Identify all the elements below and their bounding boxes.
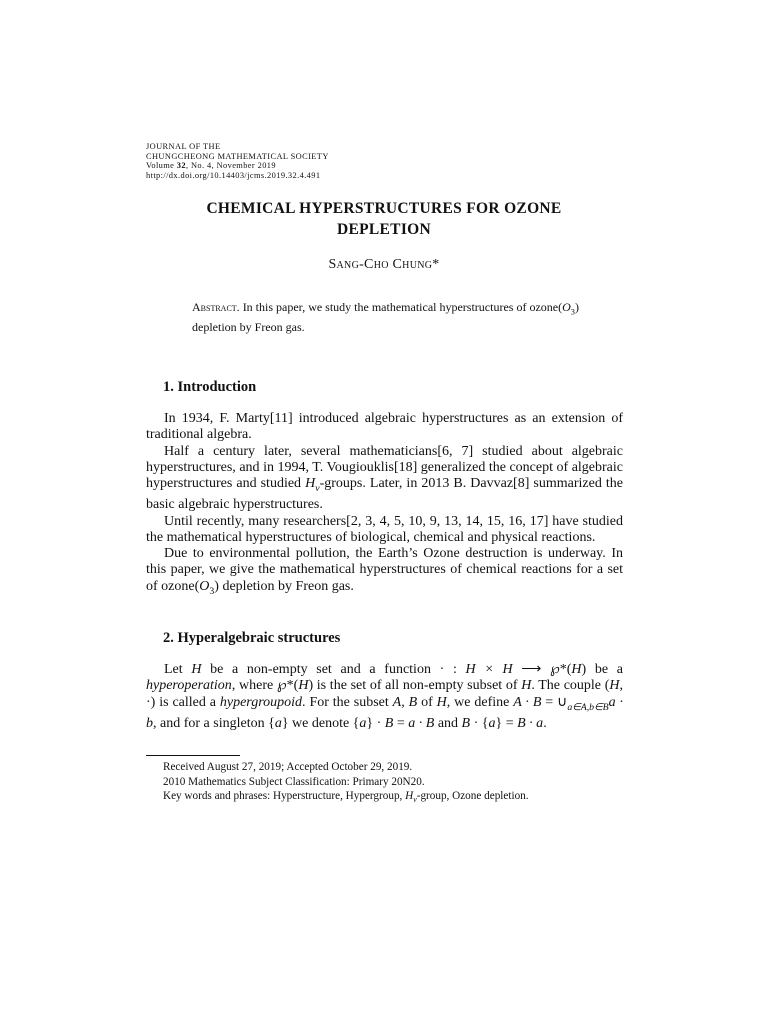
journal-volume: Volume 32, No. 4, November 2019 (146, 161, 276, 171)
paragraph: Half a century later, several mathematicians[6, 7] studied about algebraic hyperstructures, and in 1994, T. Vougiouklis[18] generalized the concept of algebraic hyperstructures and studied $H_v$-groups. Later, in 2013 B. Davvaz[8] summarized the basic algebraic hyperstructures. (146, 443, 623, 513)
journal-name-line1: JOURNAL OF THE (146, 142, 221, 151)
journal-header (146, 142, 446, 180)
paper-title: CHEMICAL HYPERSTRUCTURES FOR OZONE DEPLETION (206, 200, 562, 238)
footnote-msc: 2010 Mathematics Subject Classification: Primary 20N20. (163, 775, 425, 788)
abstract-label: Abstract. (192, 300, 240, 314)
paragraph: Due to environmental pollution, the Earth’s Ozone destruction is underway. In this paper, we give the mathematical hyperstructures of chemical reactions for a set of $ozone(O_3)$ depletion by Freon gas. (146, 546, 623, 597)
journal-name-line2: CHUNGCHEONG MATHEMATICAL SOCIETY (146, 151, 329, 161)
hyperalgebraic-body (146, 662, 623, 732)
paragraph: Let H be a non-empty set and a function · : H × H ⟶ ℘*(H) be a hyperoperation, where ℘*(H) is the set of all non-empty subset of H. The couple (H, ·) is called a hypergroupoid. For the subset A, B of H, we define $A \cdot B = \cup_{a\in A,b\in B}a \cdot b$, and for a singleton {a} we denote {a} · B = a · B and B · {a} = B · a. (146, 662, 623, 731)
section-heading-hyperalgebraic: 2. Hyperalgebraic structures (163, 630, 341, 646)
paragraph: Until recently, many researchers[2, 3, 4, 5, 10, 9, 13, 14, 15, 16, 17] have studied the mathematical hyperstructures of biological, chemical and physical reactions. (146, 513, 623, 545)
footnote-received: Received August 27, 2019; Accepted October 29, 2019. (163, 761, 413, 773)
journal-doi-link[interactable]: http://dx.doi.org/10.14403/jcms.2019.32.4.491 (146, 170, 321, 180)
abstract: Abstract. In this paper, we study the mathematical hyperstructures of $ozone(O_3)$ depletion by Freon gas. (192, 300, 579, 334)
footnote-keywords: Key words and phrases: Hyperstructure, Hypergroup, $H_v$-group, Ozone depletion. (163, 790, 529, 805)
author-name: Sang-Cho Chung* (328, 257, 440, 272)
footnote-rule (146, 755, 240, 756)
section-heading-introduction: 1. Introduction (163, 379, 257, 395)
paragraph: In 1934, F. Marty[11] introduced algebraic hyperstructures as an extension of traditional algebra. (146, 411, 623, 443)
footnotes (163, 760, 623, 808)
introduction-body (146, 411, 623, 600)
